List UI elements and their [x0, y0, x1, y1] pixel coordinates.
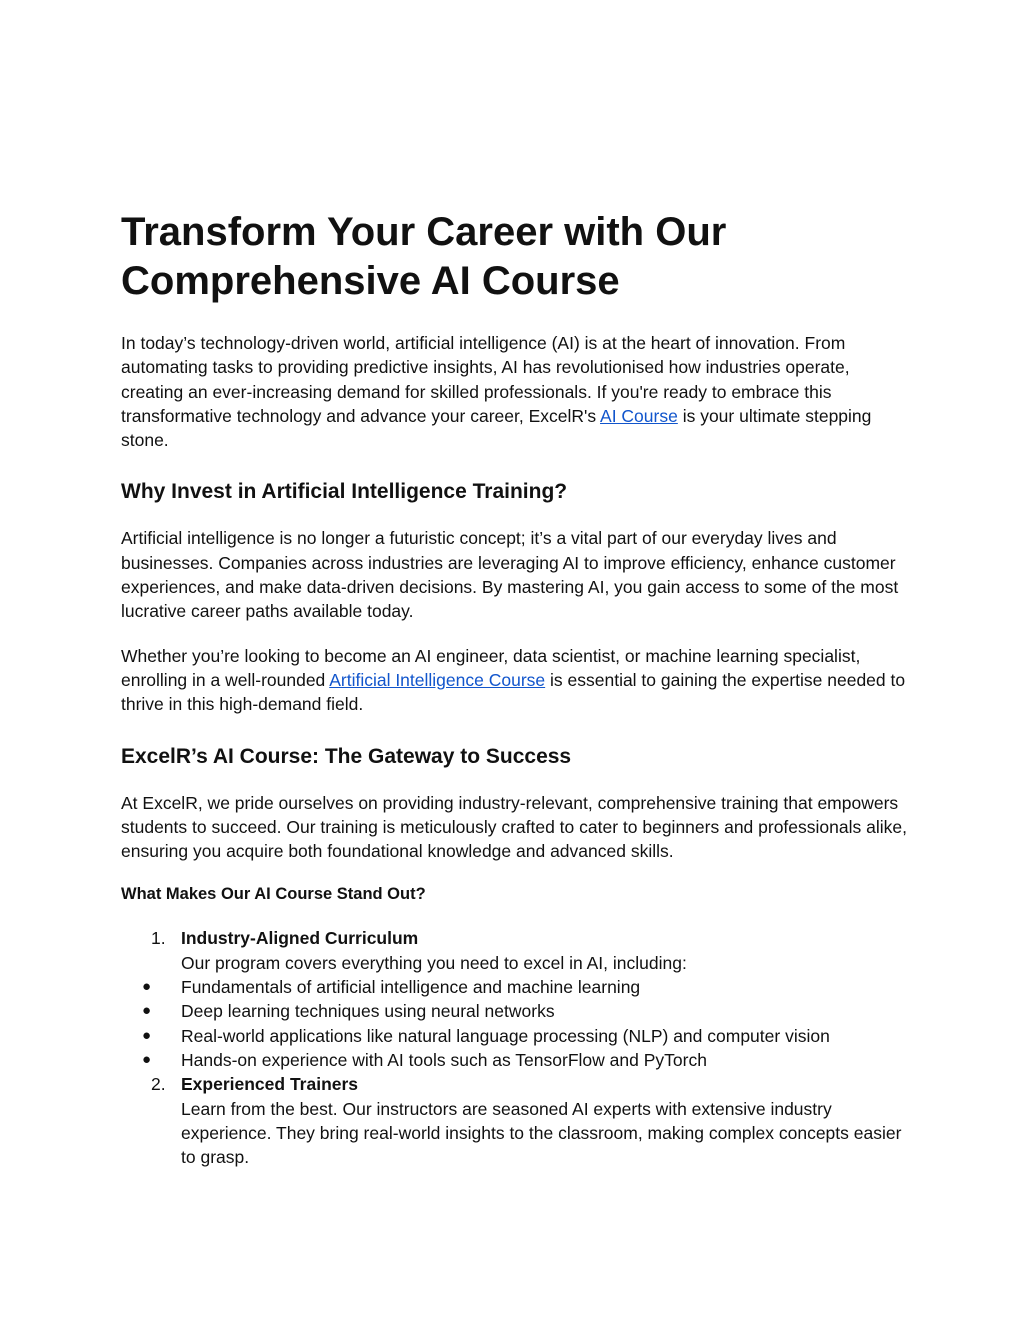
bullet-item: [121, 999, 911, 1023]
item-2-desc: Learn from the best. Our instructors are seasoned AI experts with extensive industry experience. They bring real-world insights to the classroom, making complex concepts easier to grasp.: [181, 1098, 902, 1168]
bullet-text: Real-world applications like natural language processing (NLP) and computer vision: [181, 1025, 830, 1046]
list-number-1: 1.: [151, 928, 166, 949]
bullet-item: [121, 1024, 911, 1048]
bullet-item: [121, 975, 911, 999]
bullet-item: [121, 1048, 911, 1072]
bullet-text: Hands-on experience with AI tools such as TensorFlow and PyTorch: [181, 1049, 707, 1070]
list-item-1: [121, 926, 911, 975]
why-invest-paragraph-2: [121, 644, 911, 717]
bullet-icon: ●: [142, 1002, 152, 1020]
item-1-desc: Our program covers everything you need to excel in AI, including:: [181, 952, 687, 973]
artificial-intelligence-course-link[interactable]: Artificial Intelligence Course: [329, 669, 546, 690]
bullet-icon: ●: [142, 978, 152, 996]
why-invest-paragraph-1: Artificial intelligence is no longer a futuristic concept; it’s a vital part of our everyday lives and businesses. Companies across industries are leveraging AI to improve efficiency, enhance customer experiences, and make data-driven decisions. By mastering AI, you gain access to some of the most lucrative career paths available today.: [121, 528, 899, 622]
subheading-stand-out: What Makes Our AI Course Stand Out?: [121, 885, 426, 904]
document-body: [121, 208, 911, 1169]
bullet-text: Fundamentals of artificial intelligence and machine learning: [181, 977, 641, 998]
list-item-2: [121, 1072, 911, 1169]
item-1-title: Industry-Aligned Curriculum: [181, 928, 419, 949]
para2-text-after: is essential to gaining the expertise needed to thrive in this high-demand field.: [121, 669, 906, 715]
para2-text-before: Whether you’re looking to become an AI engineer, data scientist, or machine learning specialist, enrolling in a well-rounded: [121, 645, 861, 690]
intro-text-before: In today’s technology-driven world, artificial intelligence (AI) is at the heart of innovation. From automating tasks to providing predictive insights, AI has revolutionised how industries operate, creating an ever-increasing demand for skilled professionals. If you're ready to embrace this transformative technology and advance your career, ExcelR's: [121, 333, 850, 426]
bullet-icon: ●: [142, 1050, 152, 1068]
section-heading-gateway: ExcelR’s AI Course: The Gateway to Success: [121, 744, 572, 768]
intro-paragraph: [121, 331, 911, 452]
title-line-1: Transform Your Career with Our: [121, 210, 727, 254]
gateway-paragraph: At ExcelR, we pride ourselves on providing industry-relevant, comprehensive training that empowers students to succeed. Our training is meticulously crafted to cater to beginners and professionals alike, ensuring you acquire both foundational knowledge and advanced skills.: [121, 792, 907, 862]
item-2-title: Experienced Trainers: [181, 1074, 359, 1095]
title-line-2: Comprehensive AI Course: [121, 259, 620, 303]
list-number-2: 2.: [151, 1074, 166, 1095]
bullet-icon: ●: [142, 1026, 152, 1044]
ai-course-link[interactable]: AI Course: [600, 405, 678, 426]
bullet-text: Deep learning techniques using neural networks: [181, 1001, 555, 1022]
features-list: [121, 926, 911, 1169]
intro-text-after: is your ultimate stepping stone.: [121, 405, 872, 451]
section-heading-why-invest: Why Invest in Artificial Intelligence Training?: [121, 480, 568, 504]
page-title: [121, 208, 911, 306]
